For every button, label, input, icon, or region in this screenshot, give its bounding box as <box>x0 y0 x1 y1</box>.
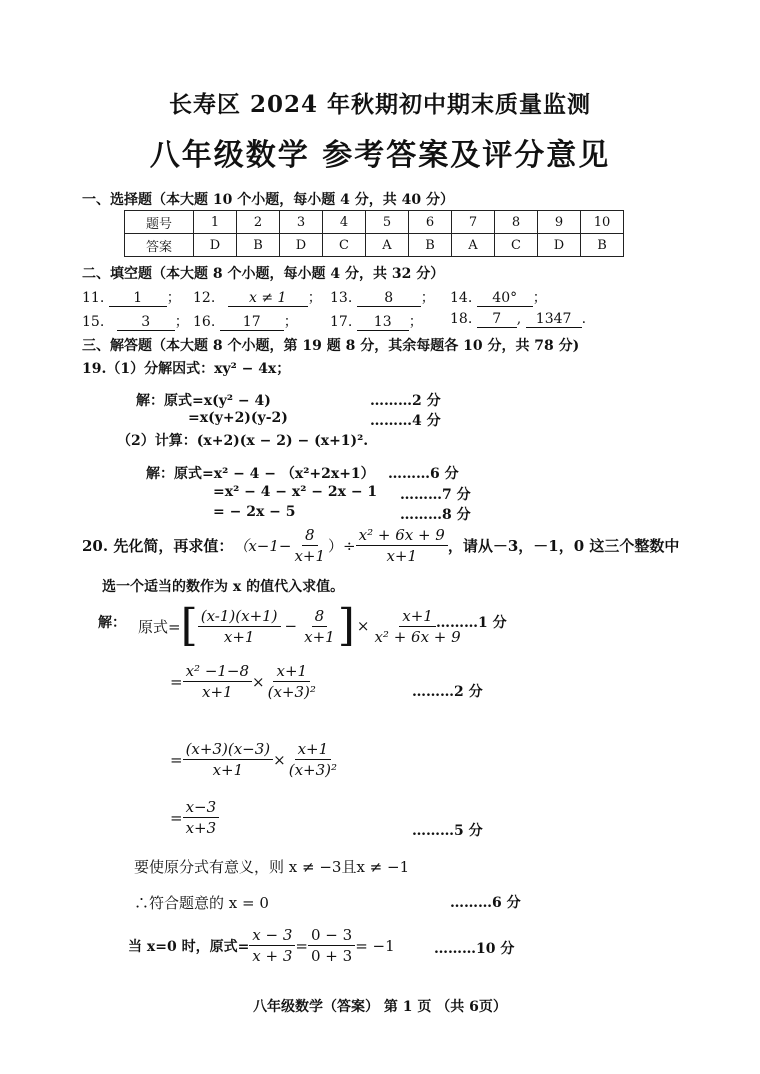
q20-step3 <box>170 740 340 779</box>
page-subtitle: 八年级数学 参考答案及评分意见 <box>149 138 611 173</box>
table-cell: D <box>280 234 323 257</box>
numerator: 8 <box>302 526 318 546</box>
numerator: x² −1−8 <box>183 662 252 682</box>
numerator: x² + 6x + 9 <box>356 526 448 546</box>
fraction <box>291 526 328 565</box>
q20-step2 <box>170 662 319 701</box>
left-bracket: [ <box>180 600 198 651</box>
table-cell: D <box>194 234 237 257</box>
item-number: 14. <box>450 290 473 306</box>
result: = −1 <box>355 936 395 955</box>
table-cell: 7 <box>452 211 495 234</box>
prompt-text: 20. 先化简，再求值： <box>82 537 234 555</box>
table-cell: B <box>237 234 280 257</box>
fill-item: 11. 1 ； <box>82 290 181 306</box>
fraction <box>301 607 338 646</box>
expression: x(y² − 4) <box>203 393 271 409</box>
q20-condition: 要使原分式有意义，则 x ≠ −3且x ≠ −1 <box>134 858 410 876</box>
table-cell: C <box>323 234 366 257</box>
right-bracket: ] <box>337 600 355 651</box>
item-number: 13. <box>330 290 353 306</box>
section2-heading: 二、填空题（本大题 8 个小题，每小题 4 分，共 32 分） <box>82 266 445 282</box>
item-number: 18. <box>450 311 473 327</box>
table-cell: B <box>409 234 452 257</box>
q20-step4 <box>170 798 219 837</box>
item-number: 15. <box>82 314 105 330</box>
operator: × <box>273 750 286 769</box>
operator: − <box>284 617 298 635</box>
score-mark: ………4 分 <box>370 413 441 429</box>
numerator: x+1 <box>399 607 436 627</box>
table-cell: 8 <box>495 211 538 234</box>
numerator: 8 <box>312 607 328 627</box>
fraction <box>183 662 252 701</box>
table-cell: D <box>538 234 581 257</box>
q20-prompt <box>82 526 679 565</box>
expression: 原式= <box>138 617 181 636</box>
table-cell: 9 <box>538 211 581 234</box>
answer-table <box>124 210 624 257</box>
operator: = <box>170 672 183 691</box>
score-mark: ………1 分 <box>436 615 507 631</box>
numerator: (x-1)(x+1) <box>198 607 281 627</box>
fraction <box>249 926 295 965</box>
fill-item: 13. 8 ； <box>330 290 435 306</box>
item-number: 11. <box>82 290 105 306</box>
fraction <box>183 798 220 837</box>
table-cell: 10 <box>581 211 624 234</box>
q20-step1 <box>138 600 464 651</box>
denominator: x + 3 <box>252 947 293 965</box>
numerator: 0 − 3 <box>308 926 355 946</box>
operator: = <box>170 808 183 827</box>
page-title: 长寿区 2024 年秋期初中期末质量监测 <box>168 91 592 118</box>
table-cell: A <box>366 234 409 257</box>
denominator: (x+3)² <box>267 683 316 701</box>
fraction <box>308 926 355 965</box>
answer-blank: 8 <box>357 290 421 307</box>
denominator: x+1 <box>202 683 233 701</box>
fill-item: 17. 13 ； <box>330 314 423 330</box>
denominator: x+1 <box>223 627 255 646</box>
final-label: 当 x=0 时，原式= <box>128 938 250 955</box>
answer-blank: 13 <box>357 314 409 331</box>
expression: （x−1− <box>233 537 292 555</box>
fill-item: 14. 40° ； <box>450 290 547 306</box>
q19-solution-line: = − 2x − 5 <box>213 504 296 520</box>
item-number: 16. <box>193 314 216 330</box>
q20-prompt-line2: 选一个适当的数作为 x 的值代入求值。 <box>102 579 345 595</box>
answer-blank: 7 <box>477 311 517 328</box>
item-number: 12. <box>193 290 216 306</box>
table-cell: 6 <box>409 211 452 234</box>
section3-heading: 三、解答题（本大题 8 个小题，第 19 题 8 分，其余每题各 10 分，共 78 分) <box>82 338 580 354</box>
q19-part2: （2）计算：(x+2)(x − 2) − (x+1)². <box>117 433 369 449</box>
answer-blank: 3 <box>117 314 175 331</box>
table-cell: 4 <box>323 211 366 234</box>
score-mark: ………6 分 <box>388 466 459 482</box>
solution-label: 解： <box>98 615 126 631</box>
table-cell: 5 <box>366 211 409 234</box>
numerator: x−3 <box>183 798 220 818</box>
numerator: x+1 <box>273 662 310 682</box>
table-cell: A <box>452 234 495 257</box>
solution-label: 解：原式= <box>136 393 204 409</box>
table-row <box>125 211 624 234</box>
table-cell: 题号 <box>125 211 194 234</box>
q20-conclusion: ∴符合题意的 x = 0 <box>134 894 269 912</box>
denominator: x+3 <box>185 819 217 837</box>
numerator: (x+3)(x−3) <box>183 740 274 760</box>
fraction <box>183 740 274 779</box>
operator: × <box>356 617 370 635</box>
q19-solution-line: 解：原式=x² − 4 − （x²+2x+1） <box>146 466 375 482</box>
score-mark: ………5 分 <box>412 823 483 839</box>
fraction <box>265 662 319 701</box>
fill-item: 18. 7 , 1347 . <box>450 311 587 327</box>
denominator: x+1 <box>294 547 326 565</box>
q19-part1: 19.（1）分解因式：xy² − 4x； <box>82 361 291 377</box>
denominator: 0 + 3 <box>310 947 353 965</box>
denominator: x+1 <box>304 627 335 646</box>
score-mark: ………10 分 <box>434 941 515 957</box>
item-number: 17. <box>330 314 353 330</box>
fraction <box>286 740 340 779</box>
page-footer: 八年级数学（答案） 第 1 页 （共 6页） <box>253 999 507 1015</box>
denominator: (x+3)² <box>288 761 338 779</box>
expression: ）÷ <box>328 537 356 555</box>
denominator: x² + 6x + 9 <box>374 627 461 646</box>
denominator: x+1 <box>386 547 418 565</box>
denominator: x+1 <box>212 761 244 779</box>
fill-item: 15. 3 ； <box>82 314 189 330</box>
section1-heading: 一、选择题（本大题 10 个小题，每小题 4 分，共 40 分） <box>82 192 454 208</box>
table-cell: 3 <box>280 211 323 234</box>
table-row <box>125 234 624 257</box>
table-cell: C <box>495 234 538 257</box>
score-mark: ………8 分 <box>400 507 471 523</box>
table-cell: 答案 <box>125 234 194 257</box>
score-mark: ………7 分 <box>400 487 471 503</box>
operator: = <box>295 936 308 955</box>
score-mark: ………2 分 <box>412 684 483 700</box>
score-mark: ………6 分 <box>450 895 521 911</box>
operator: × <box>252 672 265 691</box>
numerator: x − 3 <box>249 926 295 946</box>
q19-solution-line: =x(y+2)(y-2) <box>188 410 288 426</box>
q19-solution-line <box>136 390 271 410</box>
numerator: x+1 <box>295 740 332 760</box>
answer-blank: 1 <box>109 290 167 307</box>
answer-blank: 40° <box>477 290 533 307</box>
answer-blank: x ≠ 1 <box>228 290 308 307</box>
table-cell: 2 <box>237 211 280 234</box>
fraction <box>198 607 281 646</box>
prompt-text: ，请从－3，－1，0 这三个整数中 <box>447 537 680 555</box>
operator: = <box>170 750 183 769</box>
q19-solution-line: =x² − 4 − x² − 2x − 1 <box>213 484 378 500</box>
answer-blank: 1347 <box>526 311 582 328</box>
fraction <box>356 526 448 565</box>
fill-item: 16. 17 ； <box>193 314 298 330</box>
fill-item: 12. x ≠ 1 ； <box>193 290 322 306</box>
q20-final <box>128 926 395 965</box>
table-cell: B <box>581 234 624 257</box>
answer-blank: 17 <box>220 314 284 331</box>
table-cell: 1 <box>194 211 237 234</box>
score-mark: ………2 分 <box>370 393 441 409</box>
